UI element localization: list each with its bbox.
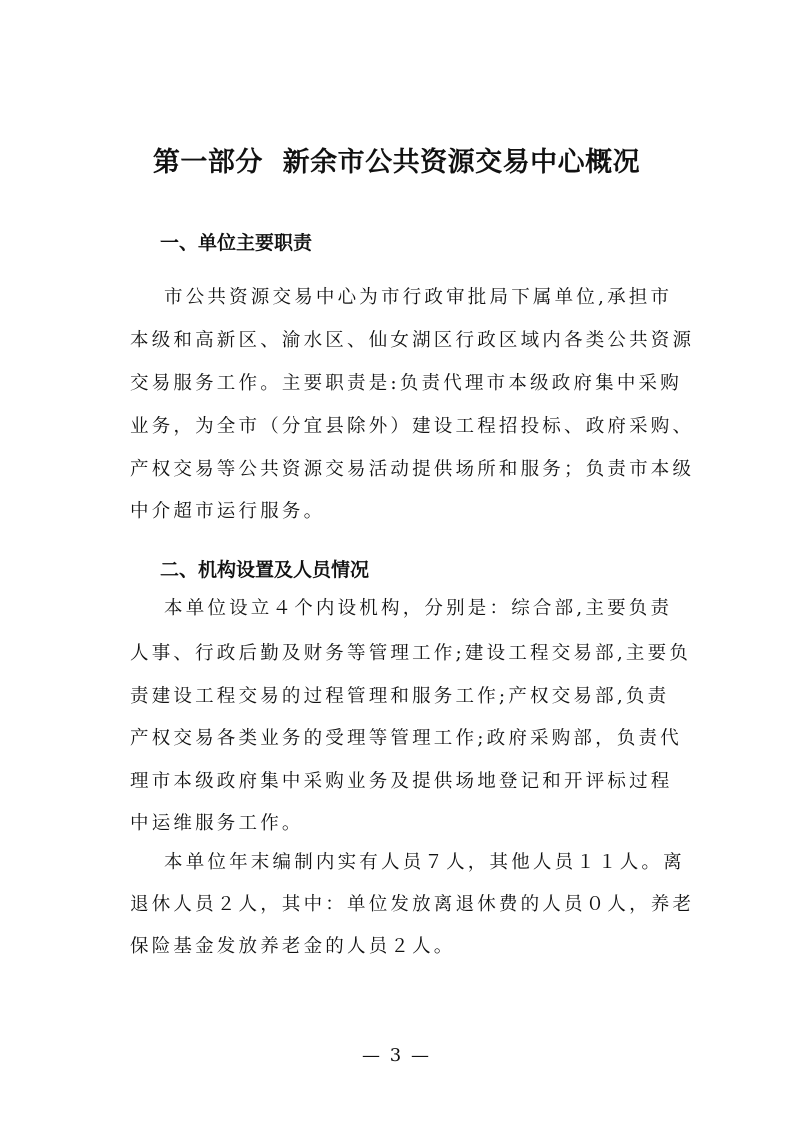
paragraph-line: 中介超市运行服务。	[130, 501, 326, 522]
paragraph-line: 交易服务工作。主要职责是:负责代理市本级政府集中采购	[130, 373, 682, 394]
paragraph-line: 产权交易等公共资源交易活动提供场所和服务；负责市本级	[130, 459, 695, 480]
paragraph-line: 中运维服务工作。	[130, 813, 304, 834]
paragraph-line: 市公共资源交易中心为市行政审批局下属单位,承担市	[164, 287, 673, 308]
paragraph-line: 本单位年末编制内实有人员７人，其他人员１１人。离	[164, 852, 685, 873]
paragraph-line: 理市本级政府集中采购业务及提供场地登记和开评标过程	[130, 771, 673, 792]
paragraph-line: 人事、行政后勤及财务等管理工作;建设工程交易部,主要负	[130, 643, 692, 664]
section-heading-duties: 一、单位主要职责	[160, 232, 313, 254]
paragraph-line: 业务，为全市（分宜县除外）建设工程招投标、政府采购、	[130, 416, 695, 437]
section-heading-organization: 二、机构设置及人员情况	[160, 559, 370, 581]
paragraph-line: 责建设工程交易的过程管理和服务工作;产权交易部,负责	[130, 686, 670, 707]
paragraph-line: 退休人员２人，其中：单位发放离退休费的人员０人，养老	[130, 894, 695, 915]
paragraph-line: 本单位设立４个内设机构，分别是：综合部,主要负责	[164, 598, 673, 619]
paragraph-line: 本级和高新区、渝水区、仙女湖区行政区域内各类公共资源	[130, 330, 695, 351]
paragraph-line: 保险基金发放养老金的人员２人。	[130, 936, 456, 957]
page-number: — 3 —	[362, 1045, 431, 1066]
page-title: 第一部分 新余市公共资源交易中心概况	[152, 147, 641, 178]
paragraph-line: 产权交易各类业务的受理等管理工作;政府采购部，负责代	[130, 728, 682, 749]
